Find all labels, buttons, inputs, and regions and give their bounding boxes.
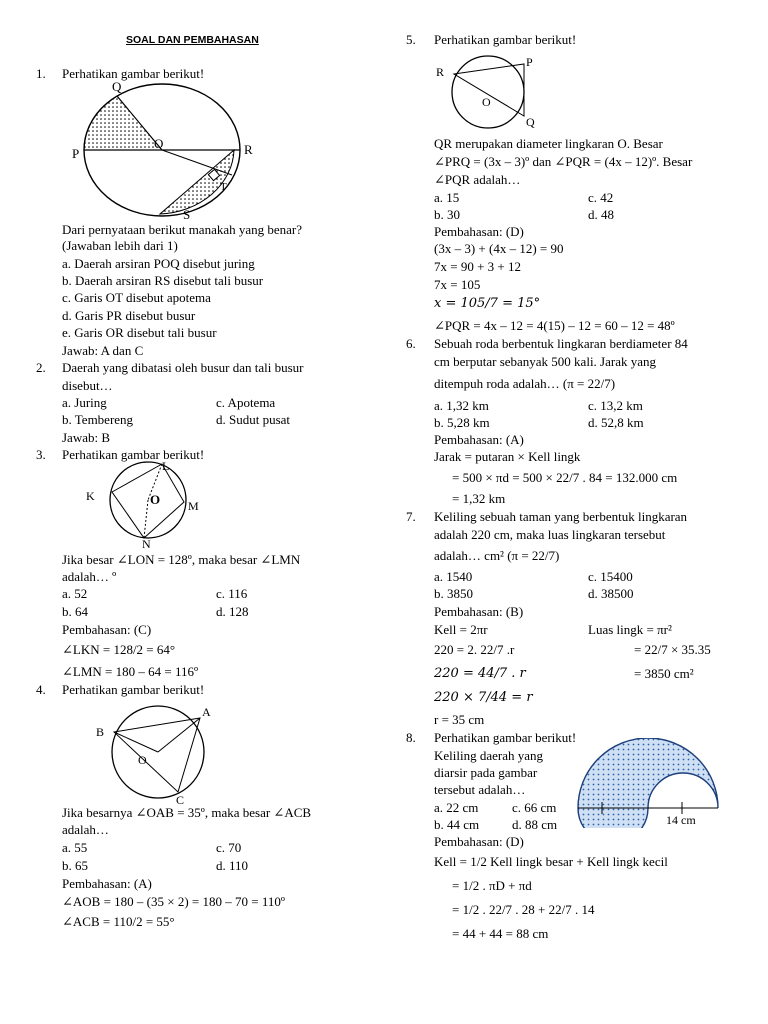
q3-solution-2: ∠LMN = 180 – 64 = 116º [62, 664, 198, 679]
q8-text: Perhatikan gambar berikut! [434, 730, 577, 745]
q1-label-q: Q [112, 79, 122, 94]
q5-solution-3: 7x = 105 [434, 277, 481, 292]
q8-option-b: b. 44 cm [434, 817, 480, 832]
q5-number: 5. [406, 32, 416, 47]
q5-text: Perhatikan gambar berikut! [434, 32, 577, 47]
q3-figure [86, 458, 216, 548]
q7-option-b: b. 3850 [434, 586, 473, 601]
q1-text: Perhatikan gambar berikut! [62, 66, 205, 81]
q1-option-d: d. Garis PR disebut busur [62, 308, 196, 323]
q8-solution-1: Kell = 1/2 Kell lingk besar + Kell lingk kecil [434, 854, 668, 869]
q5-figure [432, 52, 552, 132]
q7-left-5: r = 35 cm [434, 712, 485, 727]
q8-text-4: tersebut adalah… [434, 782, 526, 797]
q7-option-a: a. 1540 [434, 569, 473, 584]
q3-option-a: a. 52 [62, 586, 88, 601]
q1-option-a: a. Daerah arsiran POQ disebut juring [62, 256, 255, 271]
q1-option-e: e. Garis OR disebut tali busur [62, 325, 217, 340]
q1-question-2: (Jawaban lebih dari 1) [62, 238, 178, 253]
q6-solution-1: Jarak = putaran × Kell lingk [434, 449, 581, 464]
q2-option-d: d. Sudut pusat [216, 412, 291, 427]
q1-label-t: T [220, 181, 227, 193]
q7-left-2: 220 = 2. 22/7 .r [434, 642, 515, 657]
q1-label-s: S [183, 207, 191, 220]
q1-label-r: R [244, 142, 253, 157]
q3-option-b: b. 64 [62, 604, 88, 619]
q4-question-2: adalah… [62, 822, 109, 837]
q3-question-1: Jika besar ∠LON = 128º, maka besar ∠LMN [62, 552, 301, 567]
q6-text-1: Sebuah roda berbentuk lingkaran berdiameter 84 [434, 336, 688, 351]
q8-option-a: a. 22 cm [434, 800, 479, 815]
q4-label-c: C [176, 793, 185, 804]
q8-solution-4: = 44 + 44 = 88 cm [452, 926, 549, 941]
q8-solution-2: = 1/2 . πD + πd [452, 878, 532, 893]
q6-option-d: d. 52,8 km [588, 415, 644, 430]
q8-text-3: diarsir pada gambar [434, 765, 538, 780]
q7-left-3: 220 = 44/7 . r [434, 666, 526, 681]
q4-number: 4. [36, 682, 46, 697]
q3-label-k: K [86, 489, 95, 503]
q8-option-d: d. 88 cm [512, 817, 558, 832]
q5-solution-head: Pembahasan: (D) [434, 224, 524, 239]
q7-text-3: adalah… cm² (π = 22/7) [434, 548, 560, 563]
q1-label-p: P [72, 146, 80, 161]
q4-option-b: b. 65 [62, 858, 88, 873]
q5-solution-5: ∠PQR = 4x – 12 = 4(15) – 12 = 60 – 12 = 48º [434, 318, 675, 333]
q5-option-a: a. 15 [434, 190, 460, 205]
q3-text: Perhatikan gambar berikut! [62, 447, 205, 462]
q8-solution-head: Pembahasan: (D) [434, 834, 524, 849]
q2-option-a: a. Juring [62, 395, 107, 410]
q4-option-d: d. 110 [216, 858, 249, 873]
q6-text-3: ditempuh roda adalah… (π = 22/7) [434, 376, 616, 391]
q4-label-b: B [96, 725, 105, 739]
q6-solution-3: = 1,32 km [452, 491, 506, 506]
q1-answer: Jawab: A dan C [62, 343, 144, 358]
q5-question-1: QR merupakan diameter lingkaran O. Besar [434, 136, 663, 151]
q2-answer: Jawab: B [62, 430, 111, 445]
q6-option-c: c. 13,2 km [588, 398, 643, 413]
q7-right-2: = 22/7 × 35.35 [634, 642, 711, 657]
q8-solution-3: = 1/2 . 22/7 . 28 + 22/7 . 14 [452, 902, 595, 917]
q6-solution-head: Pembahasan: (A) [434, 432, 524, 447]
q4-label-a: A [202, 705, 211, 719]
q7-right-3: = 3850 cm² [634, 666, 694, 681]
q5-label-p: P [526, 55, 533, 69]
q2-text-1: Daerah yang dibatasi oleh busur dan tali busur [62, 360, 304, 375]
q3-label-n: N [142, 537, 151, 548]
q5-option-b: b. 30 [434, 207, 460, 222]
q3-number: 3. [36, 447, 46, 462]
q1-question-1: Dari pernyataan berikut manakah yang benar? [62, 222, 303, 237]
q1-option-b: b. Daerah arsiran RS disebut tali busur [62, 273, 264, 288]
q7-right-1: Luas lingk = πr² [588, 622, 672, 637]
q4-text: Perhatikan gambar berikut! [62, 682, 205, 697]
q5-label-o: O [482, 95, 491, 109]
q1-option-c: c. Garis OT disebut apotema [62, 290, 211, 305]
q2-number: 2. [36, 360, 46, 375]
q7-solution-head: Pembahasan: (B) [434, 604, 524, 619]
q3-question-2: adalah… º [62, 569, 117, 584]
q7-option-c: c. 15400 [588, 569, 633, 584]
q3-option-d: d. 128 [216, 604, 249, 619]
q3-label-o: O [150, 492, 161, 507]
q2-text-2: disebut… [62, 378, 113, 393]
q8-figure [572, 738, 730, 828]
q7-text-1: Keliling sebuah taman yang berbentuk lingkaran [434, 509, 688, 524]
q5-label-r: R [436, 65, 445, 79]
q7-left-1: Kell = 2πr [434, 622, 488, 637]
q4-option-a: a. 55 [62, 840, 88, 855]
q1-number: 1. [36, 66, 46, 81]
q5-solution-4: x = 105/7 = 15° [434, 296, 541, 311]
q6-option-b: b. 5,28 km [434, 415, 490, 430]
q3-solution-1: ∠LKN = 128/2 = 64° [62, 642, 176, 657]
q7-left-4: 220 × 7/44 = r [434, 690, 533, 705]
q6-text-2: cm berputar sebanyak 500 kali. Jarak yang [434, 354, 657, 369]
q4-solution-head: Pembahasan: (A) [62, 876, 152, 891]
q7-text-2: adalah 220 cm, maka luas lingkaran tersebut [434, 527, 666, 542]
page-title: SOAL DAN PEMBAHASAN [126, 34, 259, 46]
q2-option-c: c. Apotema [216, 395, 276, 410]
q3-label-m: M [188, 499, 199, 513]
q4-figure [82, 700, 232, 804]
q8-text-2: Keliling daerah yang [434, 748, 544, 763]
q6-option-a: a. 1,32 km [434, 398, 489, 413]
q5-solution-1: (3x – 3) + (4x – 12) = 90 [434, 241, 564, 256]
q5-question-2: ∠PRQ = (3x – 3)º dan ∠PQR = (4x – 12)º. Besar [434, 154, 693, 169]
q8-dimension: 14 cm [666, 813, 696, 827]
q4-question-1: Jika besarnya ∠OAB = 35º, maka besar ∠ACB [62, 805, 312, 820]
q4-label-o: O [138, 753, 147, 767]
q1-label-o: O [154, 136, 164, 151]
q4-option-c: c. 70 [216, 840, 242, 855]
q5-label-q: Q [526, 115, 535, 129]
q7-number: 7. [406, 509, 416, 524]
q5-option-c: c. 42 [588, 190, 614, 205]
q6-number: 6. [406, 336, 416, 351]
q6-solution-2: = 500 × πd = 500 × 22/7 . 84 = 132.000 cm [452, 470, 678, 485]
q5-question-3: ∠PQR adalah… [434, 172, 521, 187]
q3-label-l: L [162, 459, 170, 473]
q7-option-d: d. 38500 [588, 586, 634, 601]
q3-option-c: c. 116 [216, 586, 248, 601]
q5-option-d: d. 48 [588, 207, 614, 222]
q4-solution-1: ∠AOB = 180 – (35 × 2) = 180 – 70 = 110º [62, 894, 285, 909]
q2-option-b: b. Tembereng [62, 412, 134, 427]
q1-figure [72, 78, 262, 220]
q4-solution-2: ∠ACB = 110/2 = 55° [62, 914, 175, 929]
q8-number: 8. [406, 730, 416, 745]
q8-option-c: c. 66 cm [512, 800, 557, 815]
q3-solution-head: Pembahasan: (C) [62, 622, 152, 637]
q5-solution-2: 7x = 90 + 3 + 12 [434, 259, 521, 274]
